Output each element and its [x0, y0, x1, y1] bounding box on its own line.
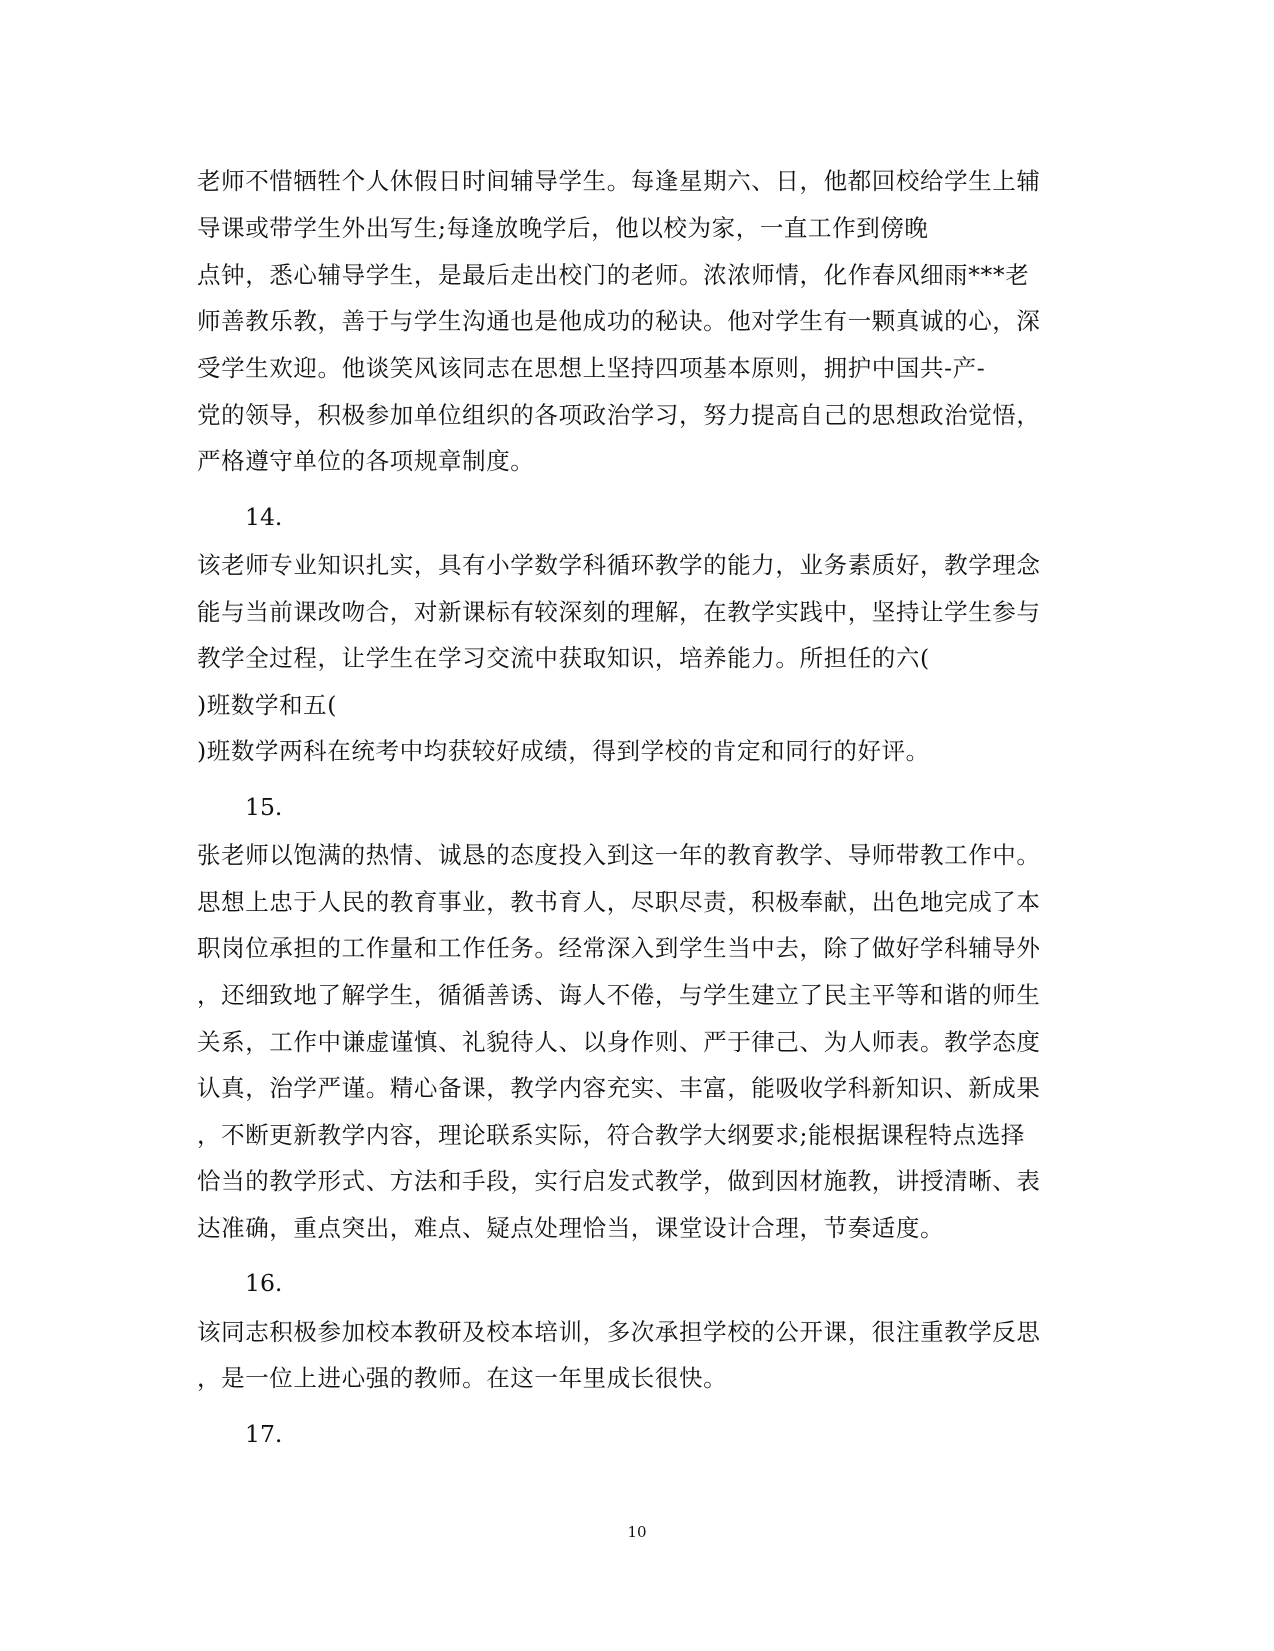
text-line: 点钟，悉心辅导学生，是最后走出校门的老师。浓浓师情，化作春风细雨***老	[197, 261, 1030, 289]
text-line: 受学生欢迎。他谈笑风该同志在思想上坚持四项基本原则，拥护中国共-产-	[197, 354, 986, 382]
section-number: 15.	[245, 793, 283, 821]
text-line: 师善教乐教，善于与学生沟通也是他成功的秘诀。他对学生有一颗真诚的心，深	[197, 307, 1041, 335]
text-line: 老师不惜牺牲个人休假日时间辅导学生。每逢星期六、日，他都回校给学生上辅	[197, 167, 1041, 195]
text-line: 恰当的教学形式、方法和手段，实行启发式教学，做到因材施教，讲授清晰、表	[197, 1167, 1041, 1195]
section-number: 16.	[245, 1269, 283, 1297]
text-line: 党的领导，积极参加单位组织的各项政治学习，努力提高自己的思想政治觉悟，	[197, 401, 1041, 429]
text-line: 导课或带学生外出写生;每逢放晚学后，他以校为家，一直工作到傍晚	[197, 214, 929, 242]
section-number: 14.	[245, 503, 283, 531]
text-line: 思想上忠于人民的教育事业，教书育人，尽职尽责，积极奉献，出色地完成了本	[197, 888, 1041, 916]
section-number: 17.	[245, 1420, 283, 1448]
text-line: )班数学和五(	[197, 691, 338, 719]
text-line: 该同志积极参加校本教研及校本培训，多次承担学校的公开课，很注重教学反思	[197, 1318, 1041, 1346]
text-line: 职岗位承担的工作量和工作任务。经常深入到学生当中去，除了做好学科辅导外	[197, 934, 1041, 962]
text-line: ，是一位上进心强的教师。在这一年里成长很快。	[197, 1364, 728, 1392]
text-line: 达准确，重点突出，难点、疑点处理恰当，课堂设计合理，节奏适度。	[197, 1214, 945, 1242]
page-number: 10	[627, 1523, 647, 1541]
text-line: )班数学两科在统考中均获较好成绩，得到学校的肯定和同行的好评。	[197, 737, 930, 765]
text-line: ，不断更新教学内容，理论联系实际，符合教学大纲要求;能根据课程特点选择	[197, 1121, 1025, 1149]
text-line: 认真，治学严谨。精心备课，教学内容充实、丰富，能吸收学科新知识、新成果	[197, 1074, 1041, 1102]
text-line: 严格遵守单位的各项规章制度。	[197, 447, 535, 475]
text-line: 能与当前课改吻合，对新课标有较深刻的理解，在教学实践中，坚持让学生参与	[197, 598, 1041, 626]
text-line: 张老师以饱满的热情、诚恳的态度投入到这一年的教育教学、导师带教工作中。	[197, 841, 1041, 869]
text-line: 教学全过程，让学生在学习交流中获取知识，培养能力。所担任的六(	[197, 644, 930, 672]
text-line: 该老师专业知识扎实，具有小学数学科循环教学的能力，业务素质好，教学理念	[197, 551, 1041, 579]
text-line: 关系，工作中谦虚谨慎、礼貌待人、以身作则、严于律己、为人师表。教学态度	[197, 1028, 1041, 1056]
text-line: ，还细致地了解学生，循循善诱、诲人不倦，与学生建立了民主平等和谐的师生	[197, 981, 1041, 1009]
